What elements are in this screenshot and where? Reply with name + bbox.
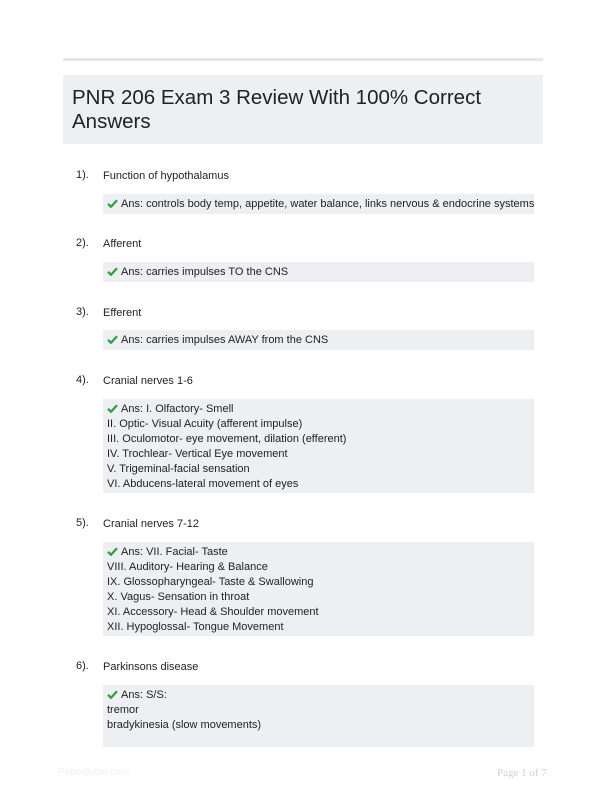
answer-line [107, 197, 535, 212]
answer-line: IV. Trochlear- Vertical Eye movement [107, 448, 288, 460]
answer-line: VIII. Auditory- Hearing & Balance [107, 561, 268, 573]
answer-line [107, 688, 529, 703]
answer-line [107, 402, 529, 417]
question-number: 2). [76, 237, 89, 249]
question-text: Cranial nerves 7-12 [103, 518, 199, 530]
checkmark-icon [107, 404, 118, 413]
answer-text: Ans: I. Olfactory- Smell [121, 403, 234, 415]
checkmark-icon [107, 335, 118, 344]
title-line-1: PNR 206 Exam 3 Review With 100% Correct [72, 86, 482, 109]
answer-line: X. Vagus- Sensation in throat [107, 591, 250, 603]
question-text: Parkinsons disease [103, 661, 199, 673]
answer-text: Ans: VII. Facial- Taste [121, 546, 228, 558]
answer-text: Ans: carries impulses AWAY from the CNS [121, 334, 329, 346]
question-text: Cranial nerves 1-6 [103, 375, 193, 387]
answer-box [103, 262, 534, 282]
checkmark-icon [107, 199, 118, 208]
question-text: Afferent [103, 238, 142, 250]
answer-line: II. Optic- Visual Acuity (afferent impulse) [107, 418, 303, 430]
footer-page-number: Page 1 of 7 [497, 767, 547, 779]
answer-line [107, 265, 529, 280]
question-number: 3). [76, 306, 89, 318]
answer-box [103, 685, 534, 747]
top-divider [63, 58, 543, 61]
answer-line: III. Oculomotor- eye movement, dilation (efferent) [107, 433, 347, 445]
title-line-2: Answers [72, 110, 151, 133]
document-title [72, 86, 533, 134]
answer-line [107, 333, 529, 348]
answer-line: XI. Accessory- Head & Shoulder movement [107, 606, 319, 618]
checkmark-icon [107, 267, 118, 276]
answer-box [103, 330, 534, 350]
answer-text: Ans: carries impulses TO the CNS [121, 266, 289, 278]
answer-text: Ans: S/S: [121, 689, 167, 701]
question-number: 6). [76, 660, 89, 672]
footer-site-watermark: PaperBitter.com [58, 767, 130, 778]
checkmark-icon [107, 690, 118, 699]
question-text: Efferent [103, 307, 142, 319]
answer-box [103, 194, 534, 214]
answer-line [107, 545, 529, 560]
question-number: 5). [76, 517, 89, 529]
answer-line: tremor [107, 704, 139, 716]
answer-line: IX. Glossopharyngeal- Taste & Swallowing [107, 576, 314, 588]
question-text: Function of hypothalamus [103, 170, 229, 182]
question-number: 1). [76, 169, 89, 181]
answer-line: XII. Hypoglossal- Tongue Movement [107, 621, 284, 633]
answer-line: VI. Abducens-lateral movement of eyes [107, 478, 299, 490]
title-banner [63, 75, 543, 144]
checkmark-icon [107, 547, 118, 556]
answer-text: Ans: controls body temp, appetite, water balance, links nervous & endocrine systems [121, 198, 535, 210]
answer-box [103, 542, 534, 636]
answer-line: V. Trigeminal-facial sensation [107, 463, 250, 475]
answer-box [103, 399, 534, 493]
answer-line: bradykinesia (slow movements) [107, 719, 262, 731]
question-number: 4). [76, 374, 89, 386]
